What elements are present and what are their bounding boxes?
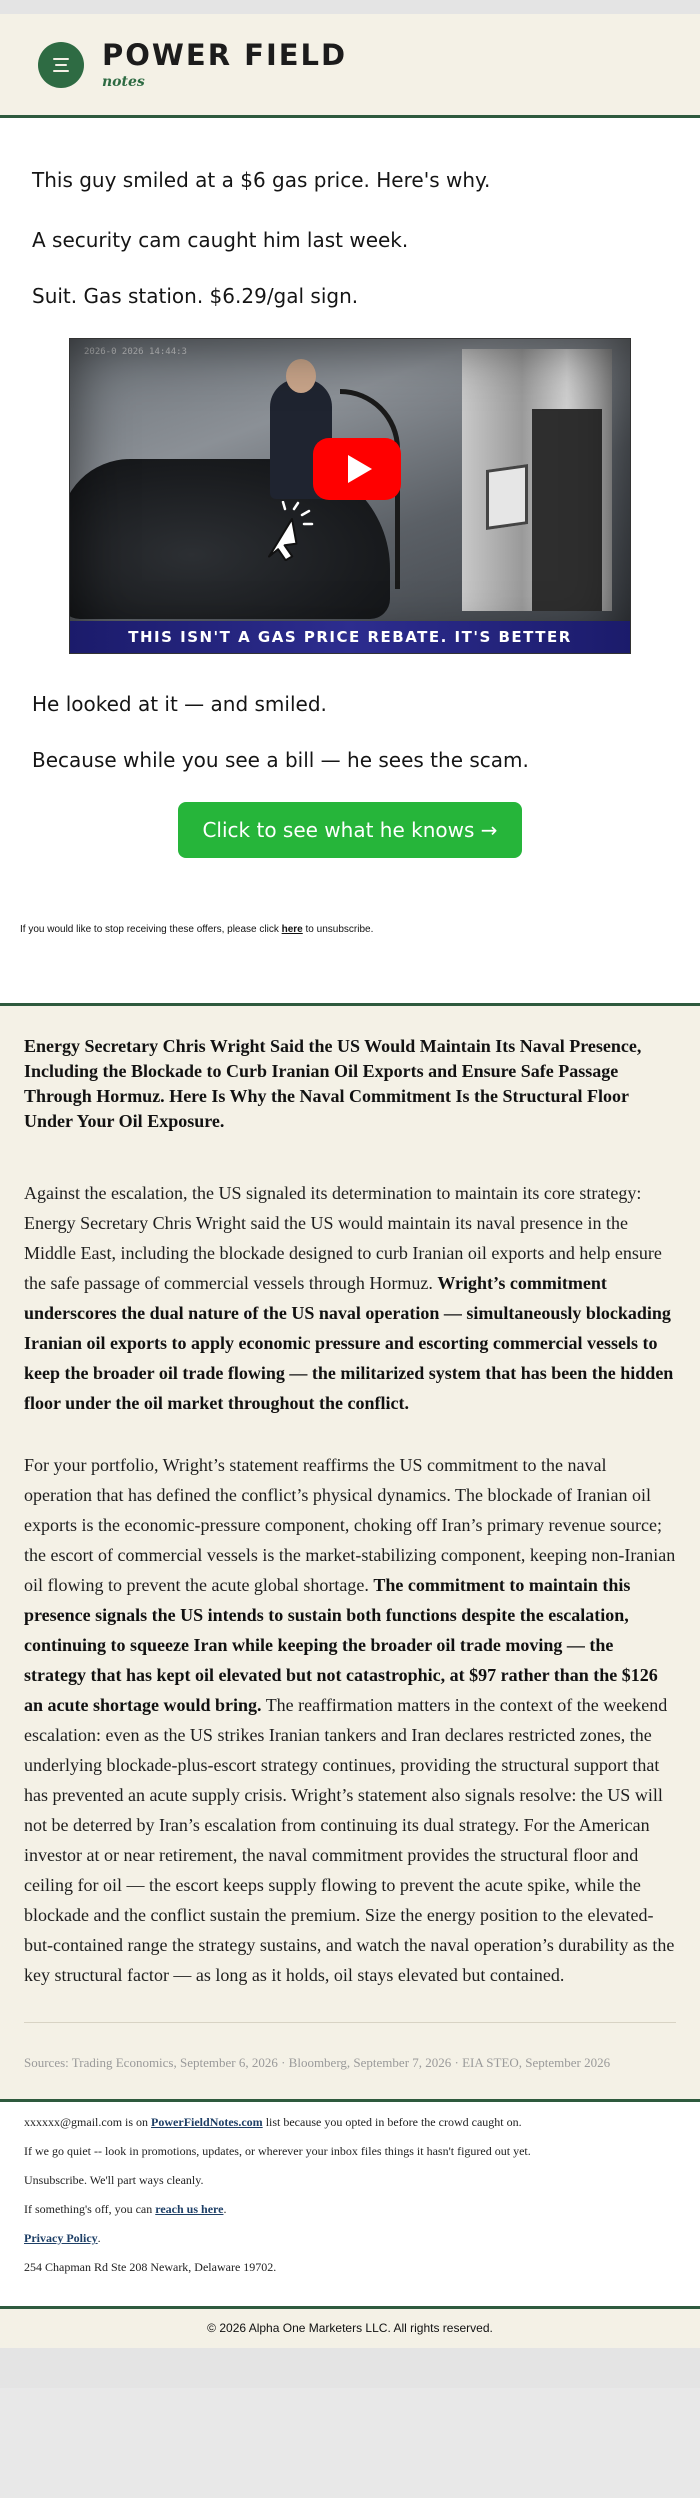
email-container bbox=[0, 14, 700, 2348]
p2-text-1: For your portfolio, Wright’s statement reaffirms the US commitment to the naval operation that has defined the conflict’s physical dynamics. The blockade of Iranian oil exports is the economic-pressure component, choking off Iran’s primary revenue source; the escort of commercial vessels is the market-stabilizing component, keeping non-Iranian oil flowing to prevent the acute global shortage. bbox=[24, 1455, 676, 1595]
footer-optin-note bbox=[24, 2114, 676, 2130]
video-timestamp: 2026-0 2026 14:44:3 bbox=[84, 347, 187, 357]
brand-subtitle: notes bbox=[102, 73, 145, 90]
footer-contact-note bbox=[24, 2201, 676, 2217]
email-footer bbox=[0, 2099, 700, 2306]
promo-after-line-2: Because while you see a bill — he sees the scam. bbox=[32, 748, 529, 772]
cta-button[interactable]: Click to see what he knows → bbox=[178, 802, 521, 858]
offer-unsubscribe-note bbox=[0, 924, 700, 1003]
article-paragraph-2 bbox=[24, 1450, 676, 1990]
copyright-bar: © 2026 Alpha One Marketers LLC. All rights reserved. bbox=[0, 2306, 700, 2348]
contact-suffix: . bbox=[223, 2202, 227, 2216]
footer-quiet-note: If we go quiet -- look in promotions, updates, or wherever your inbox files things it hasn't figured out yet. bbox=[24, 2144, 531, 2158]
site-link[interactable]: PowerFieldNotes.com bbox=[151, 2115, 263, 2129]
article-section bbox=[0, 1003, 700, 2099]
p2-emphasis: The commitment to maintain this presence signals the US intends to sustain both functions despite the escalation, continuing to squeeze Iran while keeping the broader oil trade moving — the strategy that has kept oil elevated but not catastrophic, at $97 rather than the $126 an acute shortage would bring. bbox=[24, 1575, 658, 1715]
footer-privacy bbox=[24, 2230, 676, 2246]
footer-address: 254 Chapman Rd Ste 208 Newark, Delaware 19702. bbox=[24, 2260, 277, 2274]
privacy-suffix: . bbox=[97, 2231, 101, 2245]
unsub-prefix: If you would like to stop receiving these offers, please click bbox=[20, 924, 282, 935]
top-margin bbox=[0, 0, 700, 14]
brand-title: POWER FIELD bbox=[102, 37, 348, 72]
optin-suffix: list because you opted in before the crowd caught on. bbox=[262, 2115, 522, 2129]
promo-after-line-1: He looked at it — and smiled. bbox=[32, 692, 327, 716]
privacy-link[interactable]: Privacy Policy bbox=[24, 2231, 98, 2245]
unsubscribe-link[interactable]: here bbox=[281, 924, 303, 935]
p1-emphasis: Wright’s commitment underscores the dual nature of the US naval operation — simultaneously blockading Iranian oil exports to apply economic pressure and escorting commercial vessels to keep the broader oil trade flowing — the militarized system that has been the hidden floor under the oil market throughout the conflict. bbox=[24, 1273, 674, 1413]
bottom-margin bbox=[0, 2348, 700, 2388]
promo-line-2: A security cam caught him last week. bbox=[32, 228, 409, 252]
contact-link[interactable]: reach us here bbox=[155, 2202, 224, 2216]
optin-prefix: xxxxxx@gmail.com is on bbox=[24, 2115, 152, 2129]
cursor-click-icon bbox=[256, 501, 326, 561]
contact-prefix: If something's off, you can bbox=[24, 2202, 156, 2216]
promo-line-3: Suit. Gas station. $6.29/gal sign. bbox=[32, 284, 359, 308]
promo-line-1: This guy smiled at a $6 gas price. Here's why. bbox=[32, 168, 491, 192]
unsub-suffix: to unsubscribe. bbox=[302, 924, 374, 935]
brand bbox=[102, 37, 348, 90]
article-sources: Sources: Trading Economics, September 6, 2026 · Bloomberg, September 7, 2026 · EIA STEO, September 2026 bbox=[24, 2022, 676, 2071]
video-thumbnail[interactable] bbox=[69, 338, 631, 654]
promo-section bbox=[0, 118, 700, 858]
footer-unsubscribe-note: Unsubscribe. We'll part ways cleanly. bbox=[24, 2173, 204, 2187]
p1-text: Against the escalation, the US signaled its determination to maintain its core strategy: Energy Secretary Chris Wright said the US would maintain its naval presence in the Middle East, including the blockade designed to curb Iranian oil exports and help ensure the safe passage of commercial vessels through Hormuz. bbox=[24, 1183, 662, 1293]
p2-text-2: The reaffirmation matters in the context of the weekend escalation: even as the US strikes Iranian tankers and Iran declares restricted zones, the underlying blockade-plus-escort strategy continues, providing the structural support that has prevented an acute supply crisis. Wright’s statement also signals resolve: the US will not be deterred by Iran’s escalation from continuing its dual strategy. For the American investor at or near retirement, the naval commitment provides the structural floor and ceiling for oil — the escort keeps supply flowing to prevent the acute spike, while the blockade and the conflict sustain the premium. Size the energy position to the elevated-but-contained range the strategy sustains, and watch the naval operation’s durability as the key structural factor — as long as it holds, oil stays elevated but contained. bbox=[24, 1695, 675, 1985]
cta-container bbox=[32, 802, 668, 858]
article-paragraph-1 bbox=[24, 1178, 676, 1418]
article-headline: Energy Secretary Chris Wright Said the US Would Maintain Its Naval Presence, Including the Blockade to Curb Iranian Oil Exports and Ensure Safe Passage Through Hormuz. Here Is Why the Naval Commitment Is the Structural Floor Under Your Oil Exposure. bbox=[24, 1036, 642, 1131]
logo-menu-icon bbox=[38, 42, 84, 88]
video-caption: THIS ISN'T A GAS PRICE REBATE. IT'S BETTER bbox=[70, 621, 630, 653]
email-header bbox=[0, 14, 700, 118]
play-button-icon[interactable] bbox=[313, 438, 401, 500]
